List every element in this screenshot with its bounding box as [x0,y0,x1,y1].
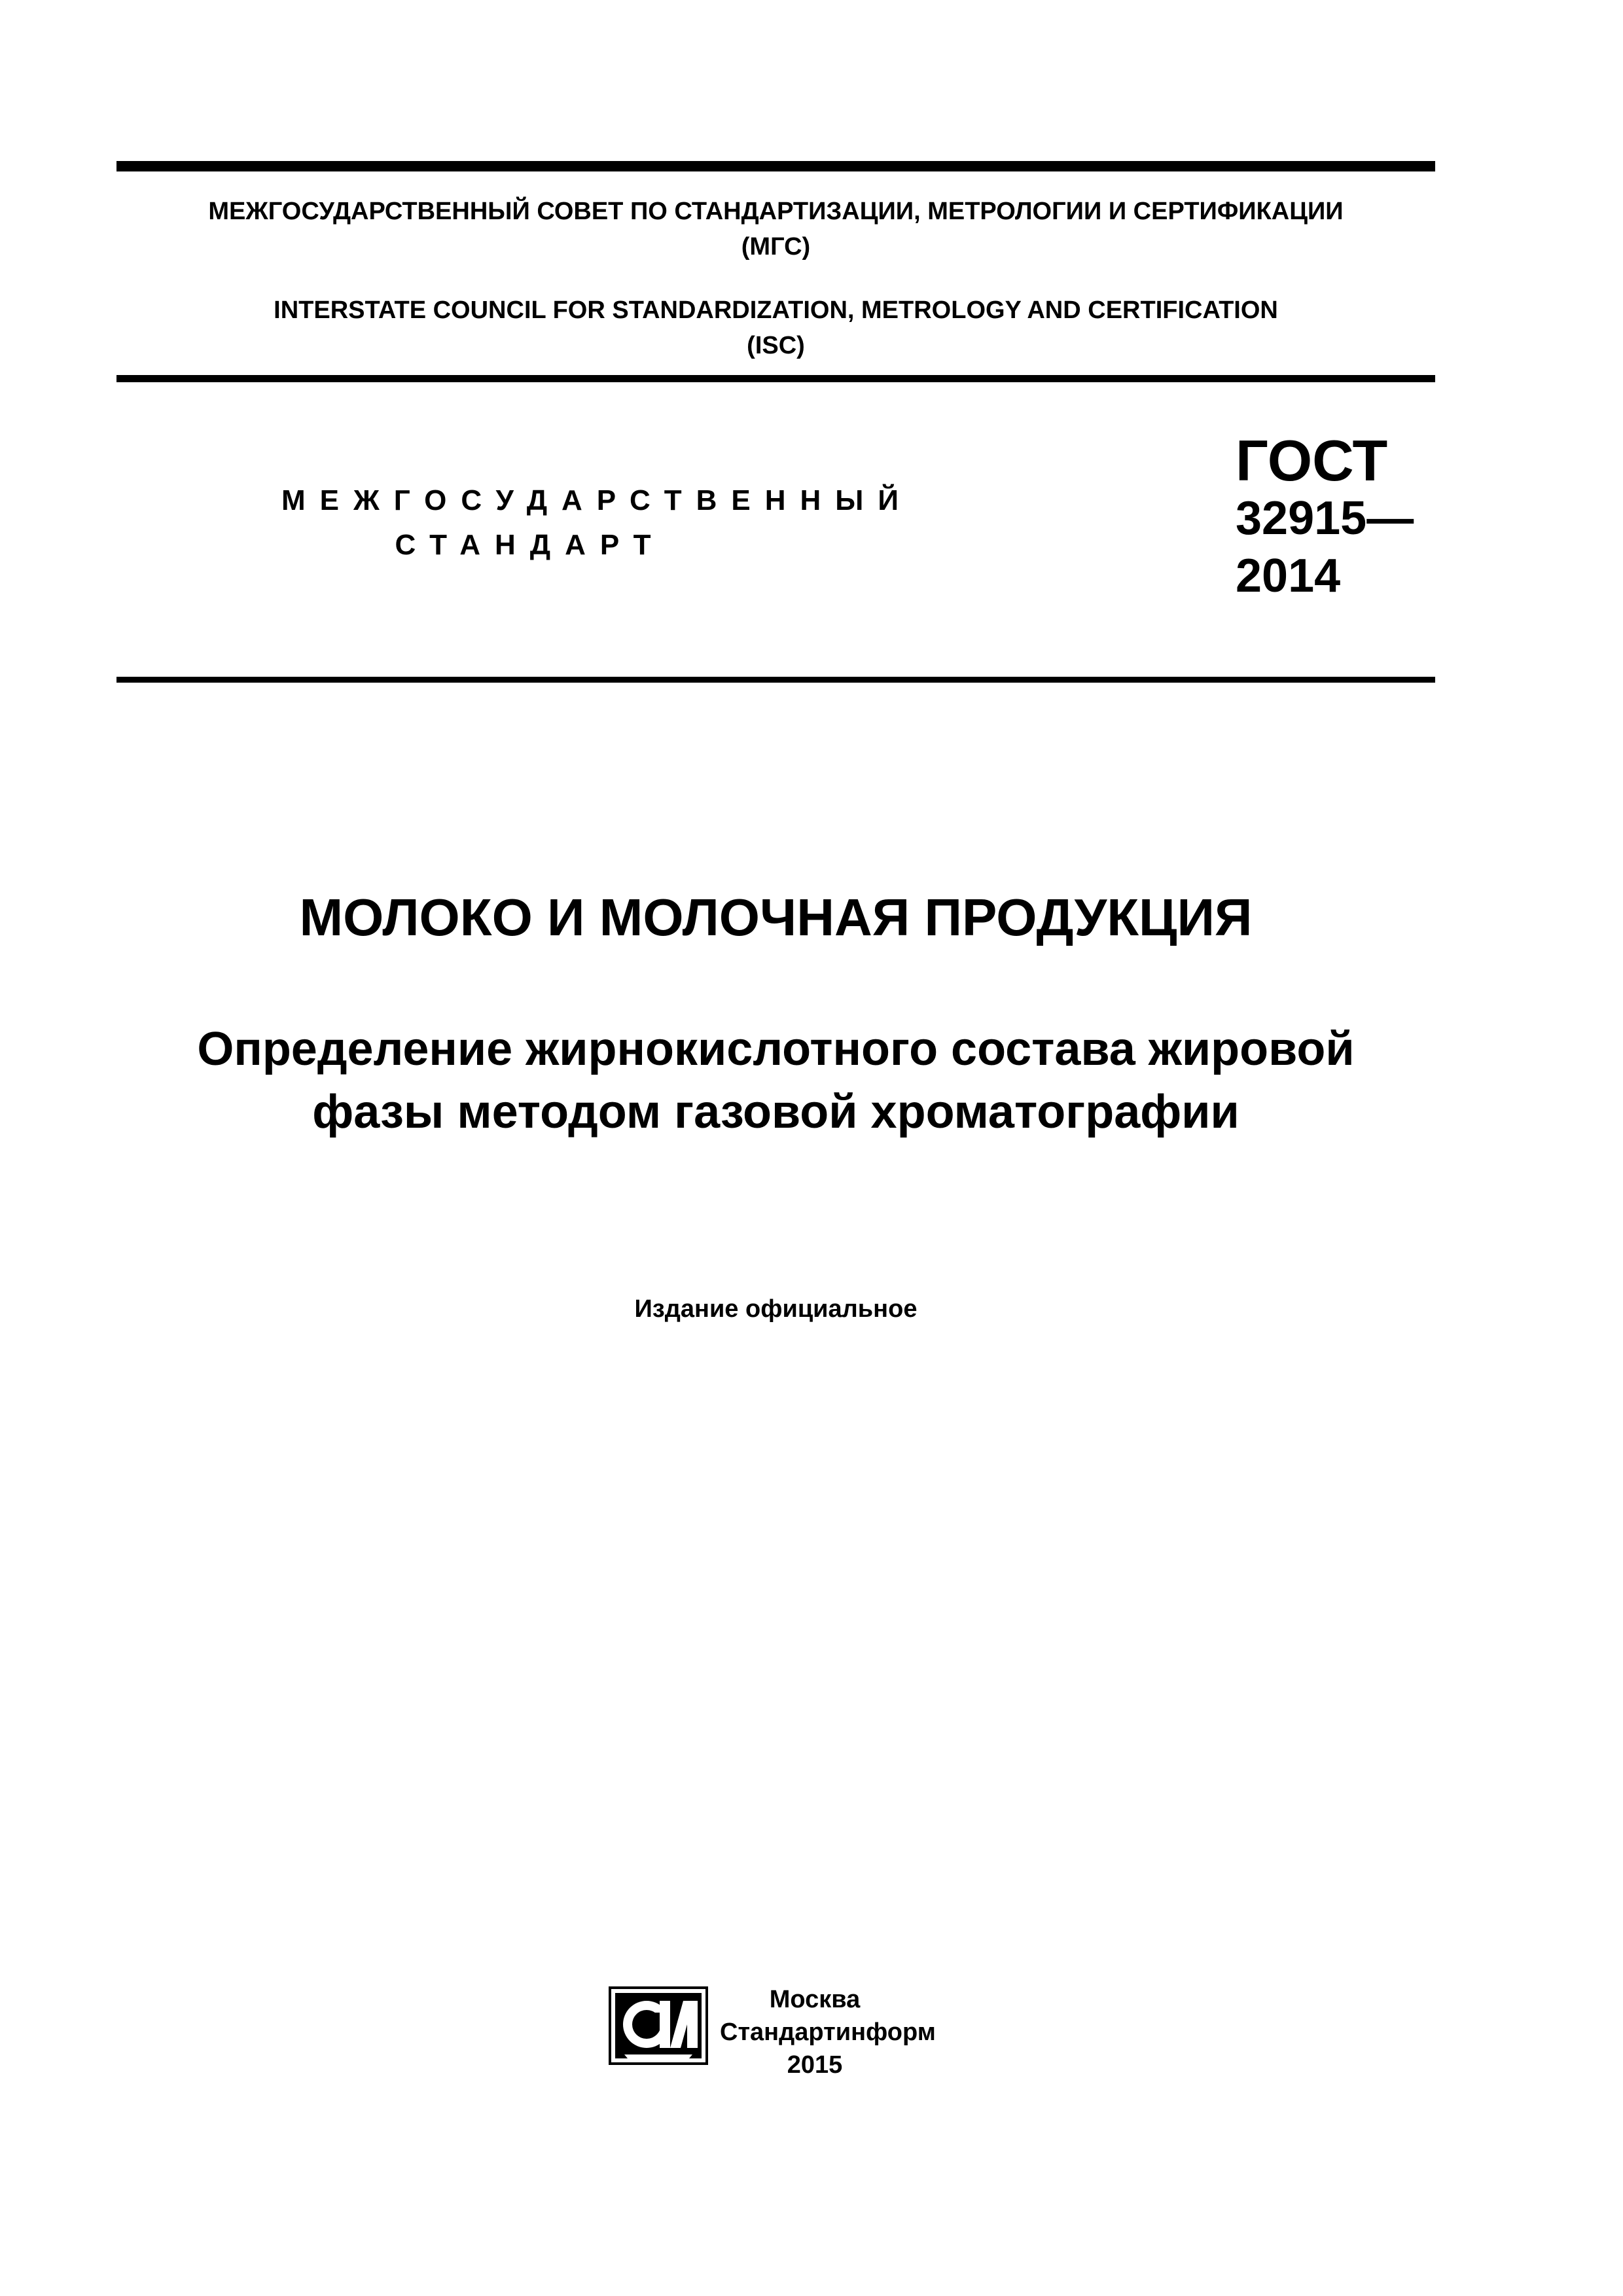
document-title: МОЛОКО И МОЛОЧНАЯ ПРОДУКЦИЯ [299,888,1253,946]
council-ru-line2: (МГС) [741,233,811,260]
gost-number: 32915— [1236,492,1414,545]
subtitle-line1: Определение жирнокислотного состава жировой [197,1023,1355,1075]
council-ru [116,194,1435,264]
standard-type [281,478,913,567]
council-en-line1: INTERSTATE COUNCIL FOR STANDARDIZATION, METROLOGY AND CERTIFICATION [274,296,1278,324]
standard-type-line2: СТАНДАРТ [395,529,666,561]
standartinform-logo-icon [609,1986,708,2065]
document-subtitle [116,1018,1435,1143]
gost-designation [1236,428,1414,605]
edition-label: Издание официальное [634,1295,918,1323]
council-en-line2: (ISC) [747,332,805,359]
publisher-city: Москва [769,1986,861,2013]
designation-bottom-rule [116,677,1435,683]
publisher-block [720,1983,936,2081]
gost-year: 2014 [1236,550,1341,602]
header-bottom-rule [116,375,1435,382]
council-en [116,293,1435,363]
council-ru-line1: МЕЖГОСУДАРСТВЕННЫЙ СОВЕТ ПО СТАНДАРТИЗАЦИИ, МЕТРОЛОГИИ И СЕРТИФИКАЦИИ [208,198,1344,225]
top-rule [116,161,1435,171]
subtitle-line2: фазы методом газовой хроматографии [312,1086,1240,1138]
publisher-year: 2015 [787,2051,843,2079]
gost-label: ГОСТ [1236,428,1388,493]
publisher-name: Стандартинформ [720,2018,936,2046]
standard-type-line1: МЕЖГОСУДАРСТВЕННЫЙ [281,484,913,516]
